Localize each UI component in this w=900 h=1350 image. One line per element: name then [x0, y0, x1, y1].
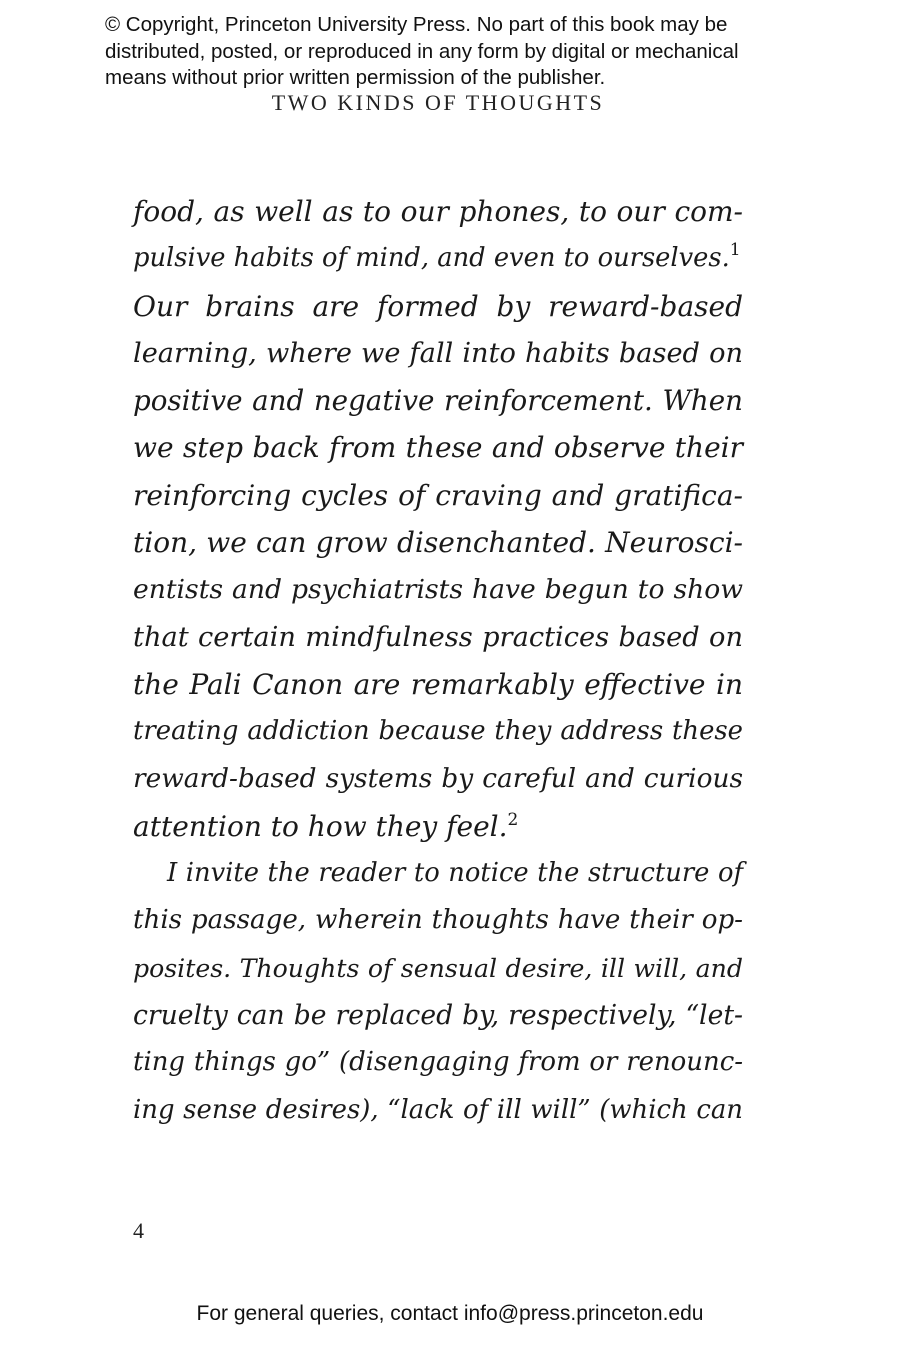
footnote-reference[interactable]: 2	[507, 809, 519, 830]
text-line	[133, 756, 743, 803]
text-line	[133, 614, 743, 661]
text-line	[133, 472, 743, 519]
line-text: tion, we can grow disenchanted. Neurosci-	[133, 526, 743, 560]
line-text: learning, where we fall into habits based on	[133, 337, 743, 369]
text-line	[133, 424, 743, 471]
text-line	[133, 661, 743, 708]
copyright-line: © Copyright, Princeton University Press. No part of this book may be	[105, 13, 728, 36]
footnote-reference[interactable]: 1	[729, 240, 741, 261]
line-text: treating addiction because they address these	[133, 716, 743, 747]
line-text: ting things go” (disengaging from or renounc-	[133, 1047, 743, 1078]
copyright-line: means without prior written permission of the publisher.	[105, 66, 606, 89]
text-line	[133, 803, 743, 850]
page-number: 4	[133, 1218, 144, 1243]
line-text: positive and negative reinforcement. When	[133, 384, 743, 418]
line-text: this passage, wherein thoughts have their op-	[133, 905, 743, 936]
line-text: ing sense desires), “lack of ill will” (which can	[133, 1094, 743, 1125]
body-text	[133, 188, 743, 1134]
paragraph	[133, 188, 743, 850]
line-text: cruelty can be replaced by, respectively, “let-	[133, 1000, 743, 1032]
text-line	[133, 708, 743, 755]
line-text: food, as well as to our phones, to our com-	[133, 195, 743, 228]
line-text: Our brains are formed by reward-based	[133, 289, 743, 323]
text-line	[133, 992, 743, 1039]
line-text: that certain mindfulness practices based on	[133, 621, 743, 653]
line-text: attention to how they feel.	[133, 809, 508, 843]
footer-contact: For general queries, contact info@press.princeton.edu	[196, 1302, 704, 1325]
text-line	[133, 283, 743, 330]
line-text: pulsive habits of mind, and even to ourselves.	[133, 243, 730, 274]
paragraph	[133, 850, 743, 1134]
line-text: posites. Thoughts of sensual desire, ill will, and	[133, 953, 743, 983]
line-text: reward-based systems by careful and curious	[133, 763, 743, 794]
text-line	[133, 519, 743, 566]
copyright-notice	[105, 12, 825, 92]
line-text: the Pali Canon are remarkably effective in	[133, 667, 743, 701]
text-line	[133, 945, 743, 992]
line-text: entists and psychiatrists have begun to show	[133, 574, 743, 606]
copyright-line: distributed, posted, or reproduced in any form by digital or mechanical	[105, 39, 739, 63]
text-line	[133, 850, 743, 897]
text-line	[133, 377, 743, 424]
text-line	[133, 330, 743, 377]
text-line	[133, 1087, 743, 1134]
text-line	[133, 897, 743, 944]
text-line	[133, 188, 743, 235]
running-head: TWO KINDS OF THOUGHTS	[271, 90, 605, 115]
line-text: reinforcing cycles of craving and gratifica-	[133, 478, 743, 512]
line-text: we step back from these and observe their	[133, 431, 743, 465]
text-line	[133, 1039, 743, 1086]
line-text: I invite the reader to notice the structure of	[167, 858, 743, 889]
text-line	[133, 566, 743, 613]
text-line	[133, 235, 743, 282]
